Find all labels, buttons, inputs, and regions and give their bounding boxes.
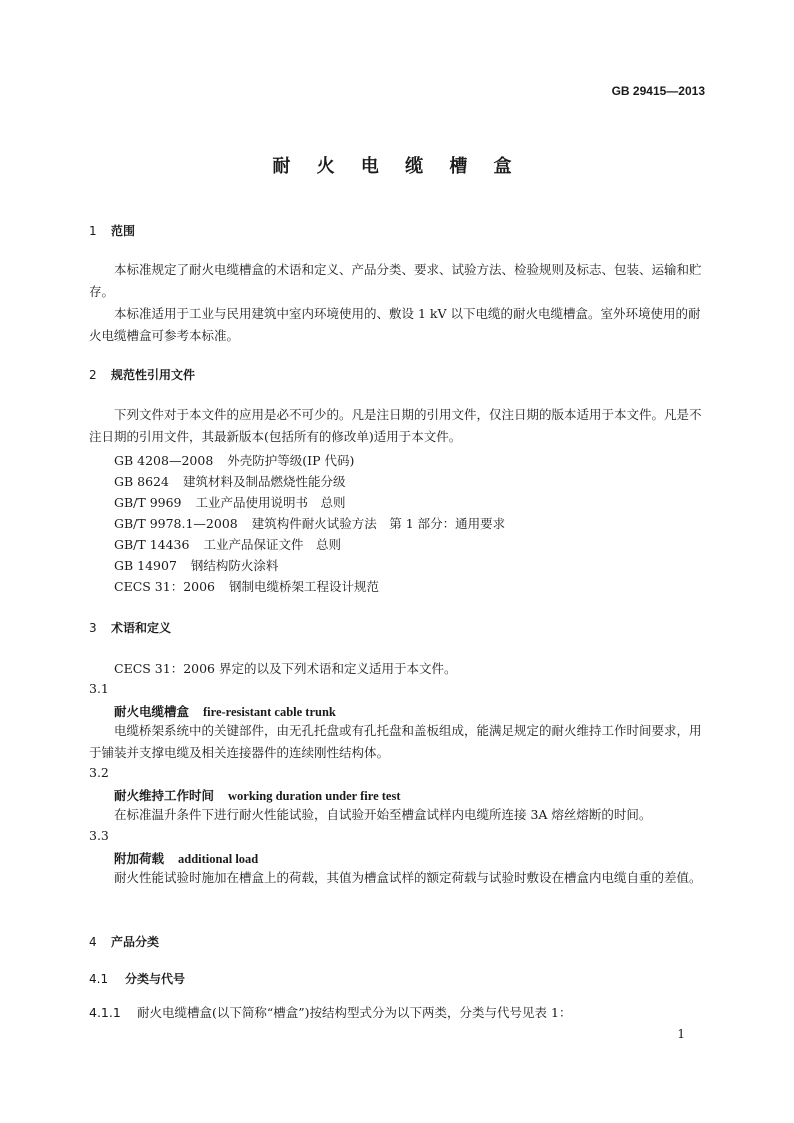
term-heading — [114, 786, 400, 804]
term-heading — [114, 849, 258, 867]
term-heading — [114, 702, 336, 720]
reference-item — [114, 535, 341, 553]
term-number: 3.2 — [89, 765, 109, 780]
section-1-heading — [89, 222, 135, 239]
clause-text: 耐火电缆槽盒(以下简称“槽盒”)按结构型式分为以下两类，分类与代号见表 1： — [137, 1005, 572, 1020]
reference-item — [114, 451, 354, 469]
term-number: 3.1 — [89, 681, 109, 696]
document-title: 耐 火 电 缆 槽 盒 — [272, 156, 522, 177]
terms-intro: CECS 31：2006 界定的以及下列术语和定义适用于本文件。 — [114, 661, 457, 676]
section-number: 1 — [89, 224, 97, 238]
reference-name: 外壳防护等级(IP 代码) — [227, 453, 355, 468]
term-en: fire-resistant cable trunk — [203, 705, 336, 719]
term-definition: 耐火性能试验时施加在槽盒上的荷载，其值为槽盒试样的额定荷载与试验时敷设在槽盒内电缆自重的差值。 — [114, 870, 702, 885]
reference-item — [114, 514, 505, 532]
reference-code: GB 4208—2008 — [114, 453, 214, 468]
reference-name: 钢结构防火涂料 — [190, 558, 279, 573]
page-number: 1 — [677, 1027, 685, 1041]
reference-code: GB/T 14436 — [114, 537, 190, 552]
reference-name: 工业产品使用说明书 总则 — [195, 495, 346, 510]
term-number: 3.3 — [89, 828, 109, 843]
section-3-heading — [89, 619, 171, 636]
term-definition: 电缆桥架系统中的关键部件，由无孔托盘或有孔托盘和盖板组成，能满足规定的耐火维持工作时间要求，用于铺装并支撑电缆及相关连接器件的连续刚性结构体。 — [89, 723, 702, 760]
reference-name: 建筑构件耐火试验方法 第 1 部分：通用要求 — [251, 516, 506, 531]
subsection-number: 4.1 — [89, 972, 109, 986]
reference-item — [114, 472, 345, 490]
subsection-title: 分类与代号 — [125, 972, 186, 986]
references-intro: 下列文件对于本文件的应用是必不可少的。凡是注日期的引用文件，仅注日期的版本适用于本文件。凡是不注日期的引用文件，其最新版本(包括所有的修改单)适用于本文件。 — [89, 407, 702, 444]
standard-number: GB 29415—2013 — [611, 84, 705, 98]
reference-name: 工业产品保证文件 总则 — [203, 537, 341, 552]
reference-code: GB 14907 — [114, 558, 177, 573]
reference-name: 钢制电缆桥架工程设计规范 — [229, 579, 380, 594]
term-cn: 耐火电缆槽盒 — [114, 704, 190, 719]
term-cn: 耐火维持工作时间 — [114, 788, 215, 803]
subsection-heading — [89, 970, 185, 987]
reference-name: 建筑材料及制品燃烧性能分级 — [182, 474, 346, 489]
section-4-heading — [89, 933, 159, 950]
section-title: 产品分类 — [111, 935, 160, 949]
reference-code: GB/T 9969 — [114, 495, 182, 510]
term-en: working duration under fire test — [228, 789, 401, 803]
section-title: 规范性引用文件 — [111, 368, 196, 382]
term-cn: 附加荷载 — [114, 851, 165, 866]
scope-paragraph-1: 本标准规定了耐火电缆槽盒的术语和定义、产品分类、要求、试验方法、检验规则及标志、包装、运输和贮存。 — [89, 262, 702, 299]
reference-code: GB 8624 — [114, 474, 169, 489]
term-en: additional load — [178, 852, 259, 866]
section-title: 术语和定义 — [111, 621, 172, 635]
reference-item — [114, 556, 278, 574]
term-definition: 在标准温升条件下进行耐火性能试验，自试验开始至槽盒试样内电缆所连接 3A 熔丝熔断的时间。 — [114, 807, 652, 822]
reference-item — [114, 493, 346, 511]
clause-number: 4.1.1 — [89, 1005, 121, 1020]
section-title: 范围 — [111, 224, 136, 238]
reference-item — [114, 577, 379, 595]
section-number: 2 — [89, 368, 97, 382]
section-number: 4 — [89, 935, 97, 949]
clause-4-1-1 — [89, 1003, 571, 1021]
section-2-heading — [89, 366, 195, 383]
reference-code: GB/T 9978.1—2008 — [114, 516, 238, 531]
scope-paragraph-2: 本标准适用于工业与民用建筑中室内环境使用的、敷设 1 kV 以下电缆的耐火电缆槽盒。室外环境使用的耐火电缆槽盒可参考本标准。 — [89, 306, 701, 343]
section-number: 3 — [89, 621, 97, 635]
reference-code: CECS 31：2006 — [114, 579, 216, 594]
